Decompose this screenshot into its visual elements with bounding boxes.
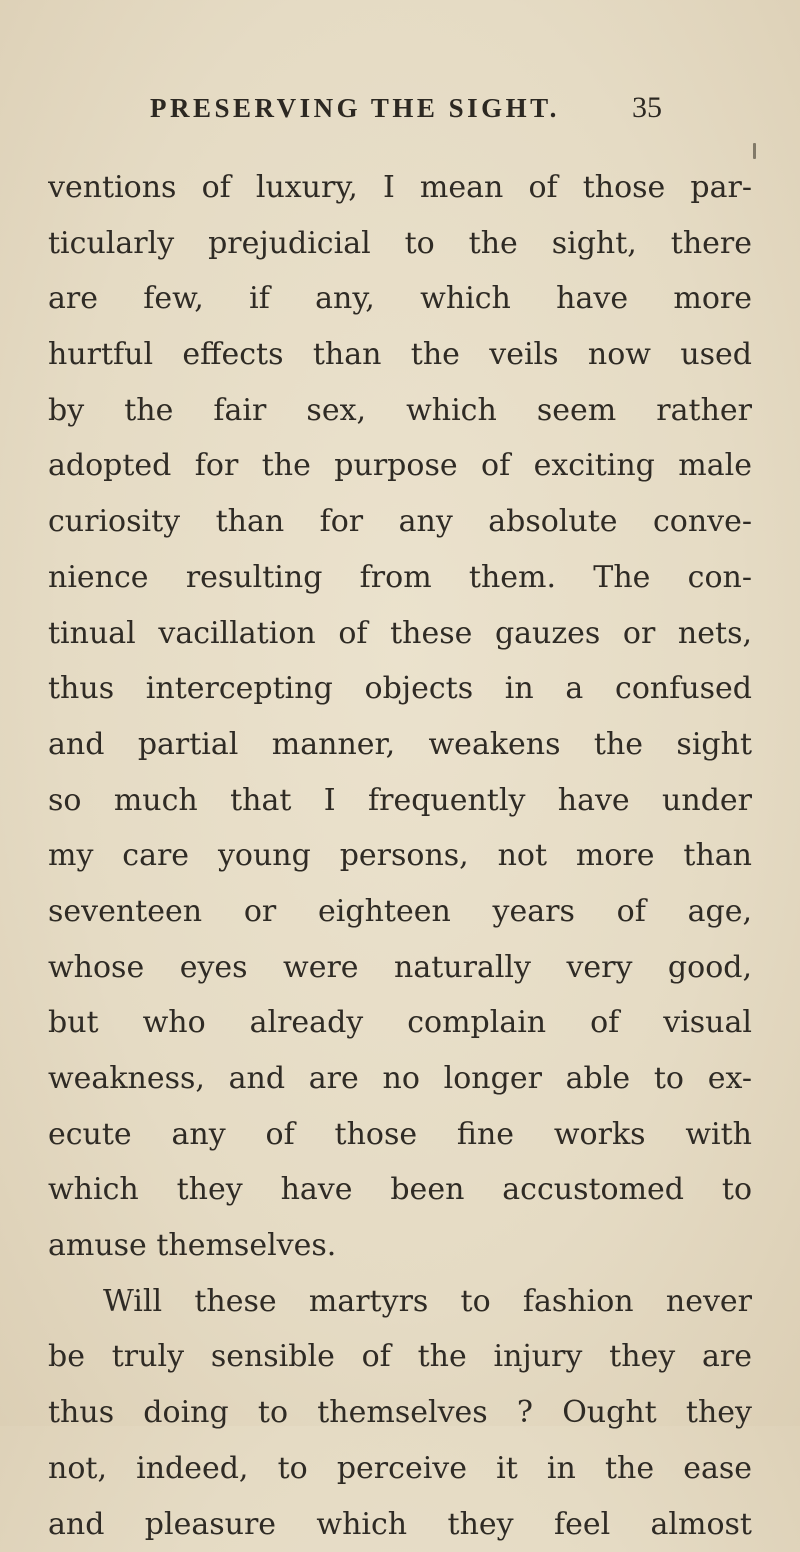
text-line: are few, if any, which have more bbox=[48, 271, 752, 327]
text-line: be truly sensible of the injury they are bbox=[48, 1329, 752, 1385]
text-line: and partial manner, weakens the sight bbox=[48, 717, 752, 773]
header-title: PRESERVING THE SIGHT. bbox=[150, 93, 560, 124]
text-line: but who already complain of visual bbox=[48, 995, 752, 1051]
text-line: tinual vacillation of these gauzes or nets, bbox=[48, 606, 752, 662]
text-line: thus doing to themselves ? Ought they bbox=[48, 1385, 752, 1441]
page-number: 35 bbox=[632, 91, 662, 125]
text-line: adopted for the purpose of exciting male bbox=[48, 438, 752, 494]
text-line: thus intercepting objects in a confused bbox=[48, 661, 752, 717]
text-line: ticularly prejudicial to the sight, there bbox=[48, 216, 752, 272]
text-line: so much that I frequently have under bbox=[48, 773, 752, 829]
text-line: and pleasure which they feel almost bbox=[48, 1497, 752, 1552]
text-line: which they have been accustomed to bbox=[48, 1162, 752, 1218]
text-line: seventeen or eighteen years of age, bbox=[48, 884, 752, 940]
text-line: curiosity than for any absolute conve- bbox=[48, 494, 752, 550]
text-line: Will these martyrs to fashion never bbox=[48, 1274, 752, 1330]
text-line: weakness, and are no longer able to ex- bbox=[48, 1051, 752, 1107]
text-line: not, indeed, to perceive it in the ease bbox=[48, 1441, 752, 1497]
text-line: hurtful effects than the veils now used bbox=[48, 327, 752, 383]
text-line: ventions of luxury, I mean of those par- bbox=[48, 160, 752, 216]
text-line: by the fair sex, which seem rather bbox=[48, 383, 752, 439]
page-edge-mark bbox=[753, 143, 756, 159]
text-line: amuse themselves. bbox=[48, 1218, 752, 1274]
running-head bbox=[150, 93, 750, 133]
body-text bbox=[48, 160, 752, 1552]
text-line: whose eyes were naturally very good, bbox=[48, 940, 752, 996]
text-line: nience resulting from them. The con- bbox=[48, 550, 752, 606]
text-line: my care young persons, not more than bbox=[48, 828, 752, 884]
text-line: ecute any of those fine works with bbox=[48, 1107, 752, 1163]
